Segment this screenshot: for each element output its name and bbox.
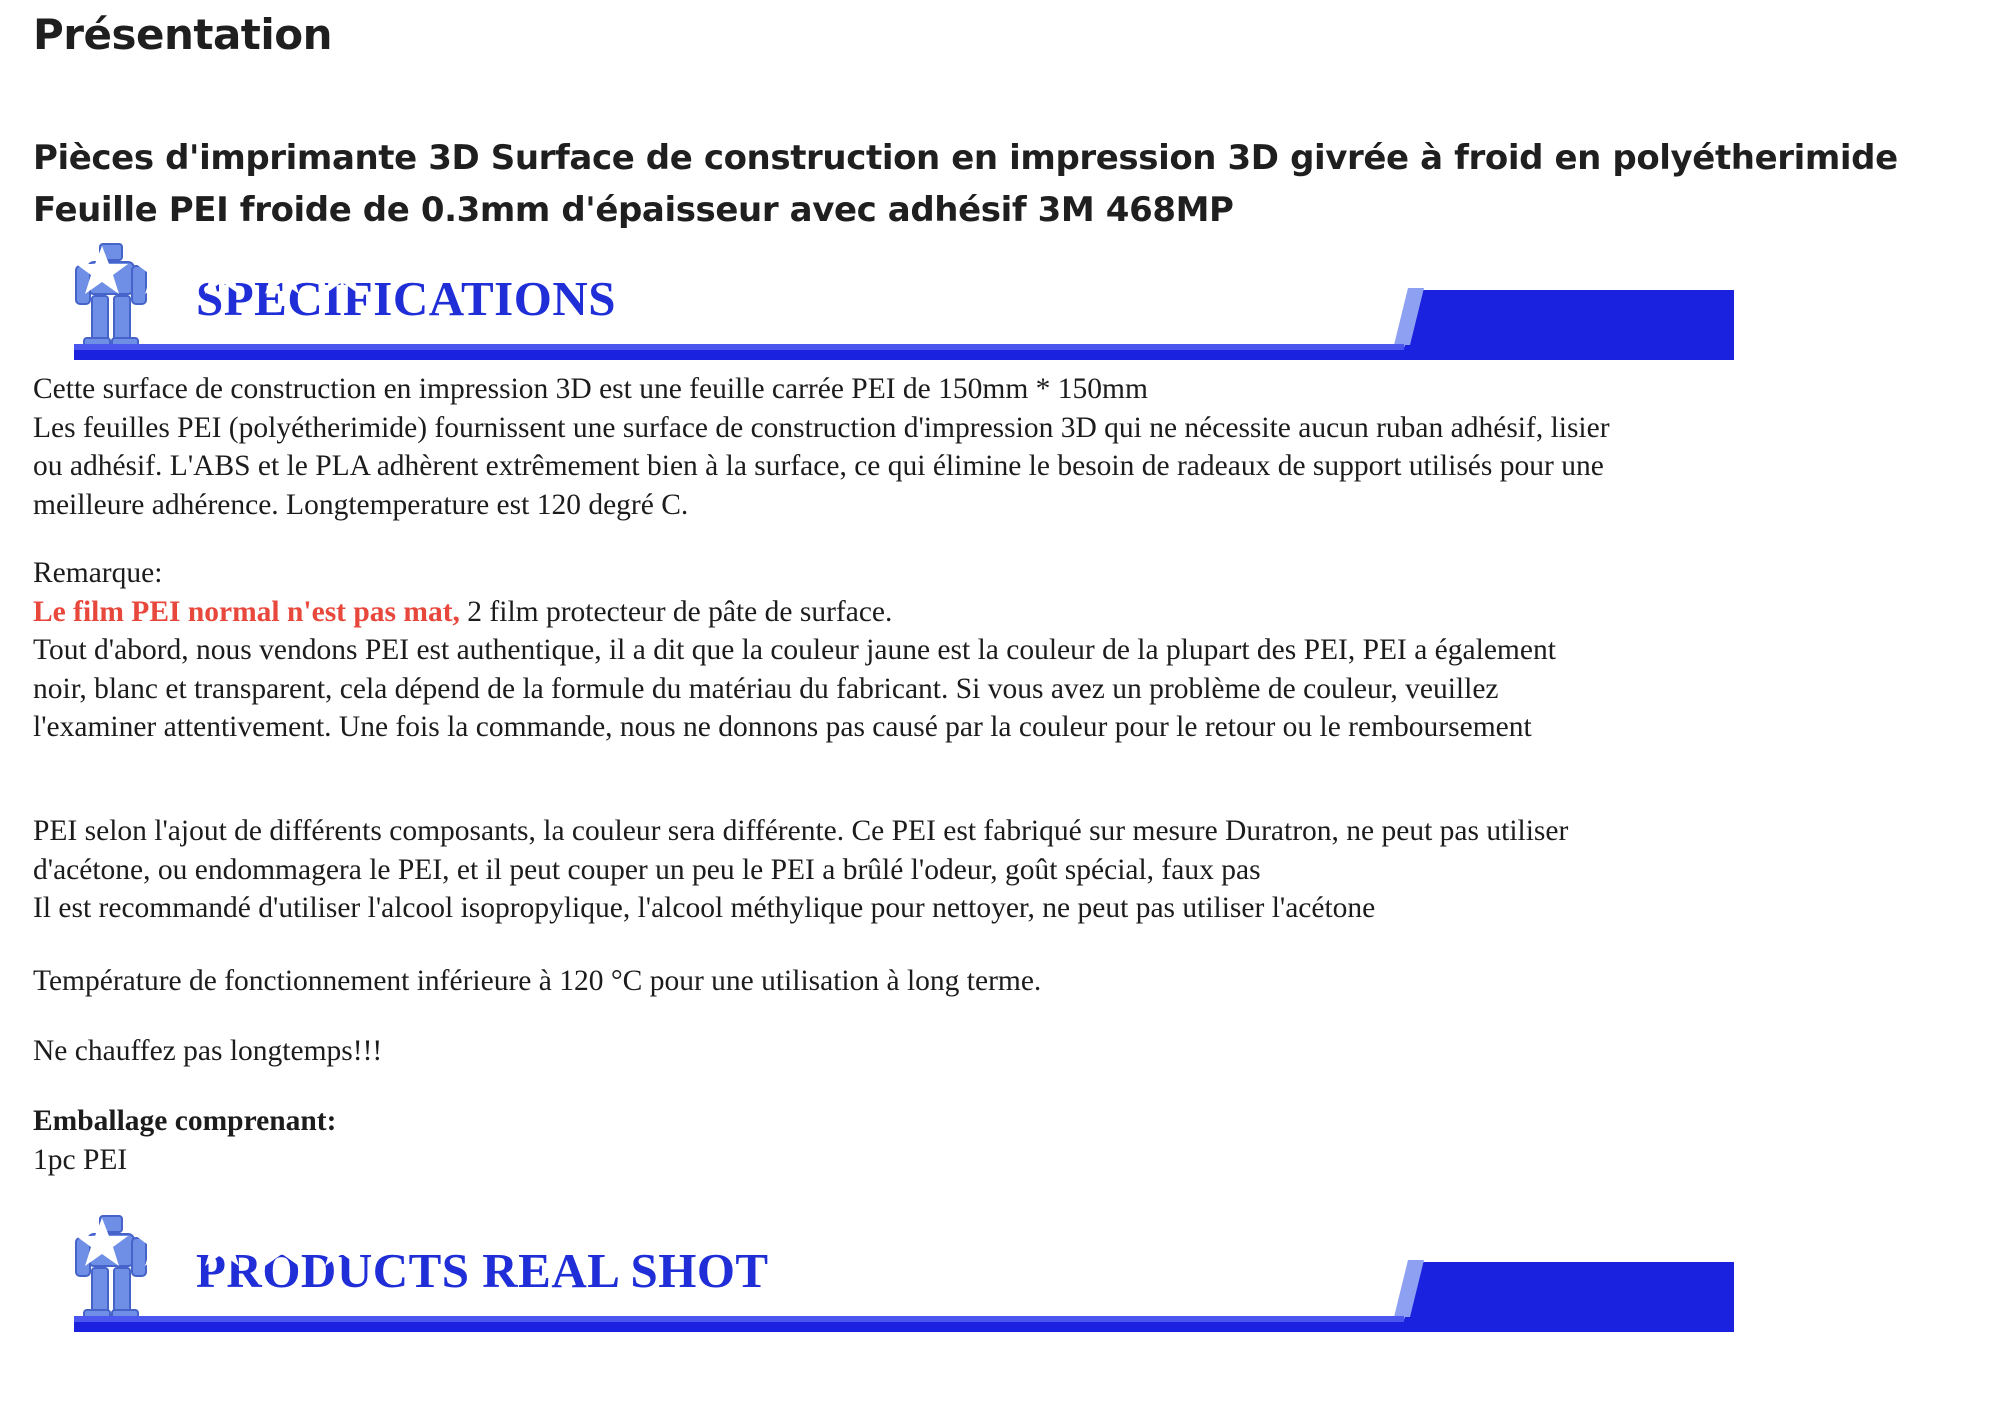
product-title-line-1: Pièces d'imprimante 3D Surface de construction en impression 3D givrée à froid en polyétherimide	[33, 138, 1898, 178]
description-line-1: Cette surface de construction en impression 3D est une feuille carrée PEI de 150mm * 150mm	[33, 373, 1148, 405]
description-line-3: ou adhésif. L'ABS et le PLA adhèrent extrêmement bien à la surface, ce qui élimine le besoin de radeaux de support utilisés pour une	[33, 450, 1604, 482]
remark-line-1: Tout d'abord, nous vendons PEI est authentique, il a dit que la couleur jaune est la couleur de la plupart des PEI, PEI a également	[33, 634, 1556, 666]
package-section	[33, 1102, 1968, 1179]
package-label: Emballage comprenant:	[33, 1105, 337, 1137]
real-shot-banner	[74, 1212, 1734, 1332]
remark-line-3: l'examiner attentivement. Une fois la commande, nous ne donnons pas causé par la couleur pour le retour ou le remboursement	[33, 711, 1532, 743]
product-title-line-2: Feuille PEI froide de 0.3mm d'épaisseur avec adhésif 3M 468MP	[33, 190, 1234, 230]
notes-section	[33, 812, 1968, 928]
description-line-4: meilleure adhérence. Longtemperature est 120 degré C.	[33, 488, 689, 521]
description-section	[33, 370, 1968, 524]
five-stars-icon	[74, 240, 374, 302]
remark-label: Remarque:	[33, 557, 163, 589]
page-title: Présentation	[33, 10, 333, 59]
description-line-2: Les feuilles PEI (polyétherimide) fournissent une surface de construction d'impression 3D qui ne nécessite aucun ruban adhésif, lisier	[33, 411, 1610, 444]
notes-line-3: Il est recommandé d'utiliser l'alcool isopropylique, l'alcool méthylique pour nettoyer, ne peut pas utiliser l'acétone	[33, 892, 1376, 924]
warning-note: Ne chauffez pas longtemps!!!	[33, 1035, 383, 1067]
five-stars-icon	[74, 1212, 374, 1274]
specifications-heading: SPECIFICATIONS	[196, 271, 616, 326]
remark-highlight: Le film PEI normal n'est pas mat,	[33, 595, 460, 628]
real-shot-heading: PRODUCTS REAL SHOT	[196, 1243, 769, 1298]
remark-after-highlight: 2 film protecteur de pâte de surface.	[459, 595, 893, 628]
temperature-note: Température de fonctionnement inférieure à 120 °C pour une utilisation à long terme.	[33, 965, 1042, 997]
specifications-banner	[74, 240, 1734, 360]
remark-section	[33, 554, 1968, 747]
package-content: 1pc PEI	[33, 1143, 128, 1176]
notes-line-1: PEI selon l'ajout de différents composants, la couleur sera différente. Ce PEI est fabriqué sur mesure Duratron, ne peut pas utiliser	[33, 815, 1569, 847]
remark-line-2: noir, blanc et transparent, cela dépend de la formule du matériau du fabricant. Si vous avez un problème de couleur, veuillez	[33, 672, 1499, 705]
remark-highlight-line	[33, 593, 1968, 632]
product-title	[33, 132, 1963, 236]
notes-line-2: d'acétone, ou endommagera le PEI, et il peut couper un peu le PEI a brûlé l'odeur, goût spécial, faux pas	[33, 853, 1261, 886]
